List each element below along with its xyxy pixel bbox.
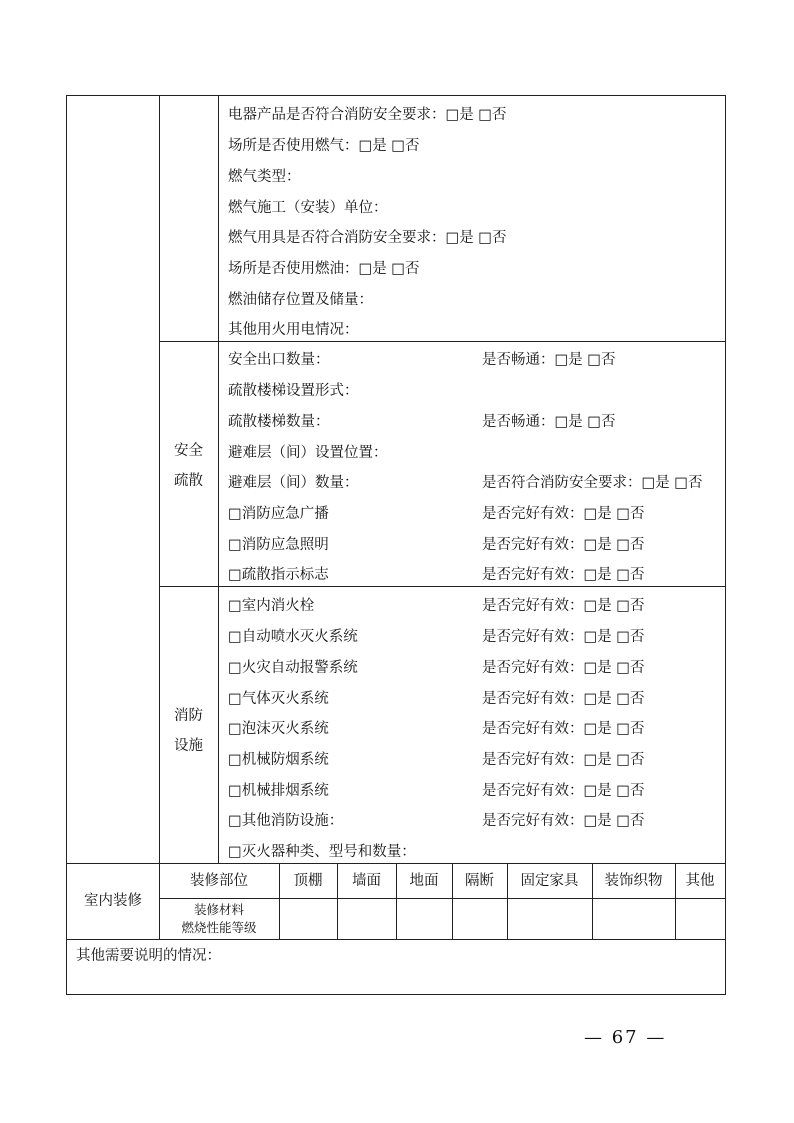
- decoration-col-floor: 地面: [409, 873, 439, 889]
- refuge-count-line: 避难层（间）数量：: [228, 475, 359, 491]
- page-number: — 67 —: [584, 1027, 667, 1048]
- exit-clear-line: 是否畅通：□是 □否: [482, 352, 616, 368]
- divider-notes: [67, 939, 725, 940]
- emergency-lighting-line: □消防应急照明: [228, 537, 329, 553]
- divider-section-2: [159, 341, 725, 342]
- divider-decoration-mid: [159, 898, 725, 899]
- hydrant-line: □室内消火栓: [228, 598, 315, 614]
- sprinkler-line: □自动喷水灭火系统: [228, 629, 358, 645]
- smoke-exhaust-line: □机械排烟系统: [228, 783, 329, 799]
- evacuation-label: 安全 疏散: [174, 443, 203, 489]
- decoration-col-ceiling: 顶棚: [293, 873, 323, 889]
- smoke-prevention-line: □机械防烟系统: [228, 752, 329, 768]
- fire-safety-form: [66, 95, 726, 995]
- electrical-compliance-line: 电器产品是否符合消防安全要求：□是 □否: [228, 107, 507, 123]
- foam-line: □泡沫灭火系统: [228, 721, 329, 737]
- oil-usage-line: 场所是否使用燃油：□是 □否: [228, 261, 420, 277]
- sprinkler-status: 是否完好有效：□是 □否: [482, 629, 645, 645]
- gas-installer-line: 燃气施工（安装）单位：: [228, 200, 388, 216]
- decoration-col-fixed-furniture: 固定家具: [520, 873, 579, 889]
- emergency-lighting-status: 是否完好有效：□是 □否: [482, 537, 645, 553]
- gas-type-line: 燃气类型：: [228, 169, 301, 185]
- exit-count-line: 安全出口数量：: [228, 352, 330, 368]
- extinguisher-line: □灭火器种类、型号和数量：: [228, 844, 416, 860]
- alarm-status: 是否完好有效：□是 □否: [482, 660, 645, 676]
- other-notes-label: 其他需要说明的情况：: [76, 948, 221, 964]
- smoke-prevention-status: 是否完好有效：□是 □否: [482, 752, 645, 768]
- facilities-label: 消防 设施: [174, 708, 203, 754]
- gas-suppression-status: 是否完好有效：□是 □否: [482, 691, 645, 707]
- alarm-line: □火灾自动报警系统: [228, 660, 358, 676]
- decoration-label: 室内装修: [84, 893, 142, 909]
- decoration-part-label: 装修部位: [190, 873, 248, 889]
- refuge-compliance-line: 是否符合消防安全要求：□是 □否: [482, 475, 703, 491]
- hydrant-status: 是否完好有效：□是 □否: [482, 598, 645, 614]
- gas-suppression-line: □气体灭火系统: [228, 691, 329, 707]
- stair-count-line: 疏散楼梯数量：: [228, 414, 330, 430]
- decoration-col-partition: 隔断: [465, 873, 494, 889]
- exit-sign-status: 是否完好有效：□是 □否: [482, 567, 645, 583]
- refuge-location-line: 避难层（间）设置位置：: [228, 445, 388, 461]
- other-fire-electric-line: 其他用火用电情况：: [228, 322, 359, 338]
- exit-sign-line: □疏散指示标志: [228, 567, 329, 583]
- foam-status: 是否完好有效：□是 □否: [482, 721, 645, 737]
- emergency-broadcast-line: □消防应急广播: [228, 506, 329, 522]
- stair-clear-line: 是否畅通：□是 □否: [482, 414, 616, 430]
- stair-type-line: 疏散楼梯设置形式：: [228, 383, 359, 399]
- divider-section-3: [159, 586, 725, 587]
- gas-appliance-line: 燃气用具是否符合消防安全要求：□是 □否: [228, 230, 507, 246]
- oil-storage-line: 燃油储存位置及储量：: [228, 292, 373, 308]
- divider-col-2: [218, 96, 219, 863]
- decoration-col-wall: 墙面: [352, 873, 381, 889]
- other-facilities-status: 是否完好有效：□是 □否: [482, 813, 645, 829]
- other-facilities-line: □其他消防设施：: [228, 813, 344, 829]
- gas-usage-line: 场所是否使用燃气：□是 □否: [228, 138, 420, 154]
- decoration-col-other: 其他: [685, 873, 715, 889]
- emergency-broadcast-status: 是否完好有效：□是 □否: [482, 506, 645, 522]
- smoke-exhaust-status: 是否完好有效：□是 □否: [482, 783, 645, 799]
- decoration-col-textiles: 装饰织物: [604, 873, 663, 889]
- decoration-material-label: 装修材料 燃烧性能等级: [181, 902, 257, 935]
